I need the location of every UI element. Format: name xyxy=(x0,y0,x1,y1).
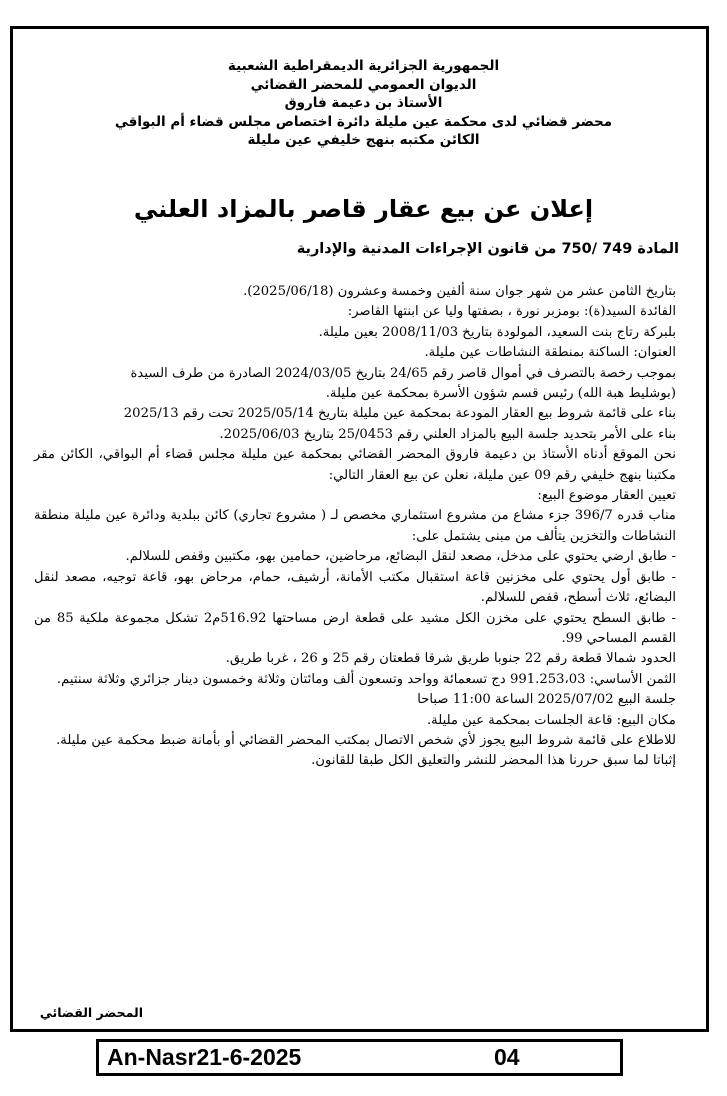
header-office: الديوان العمومي للمحضر القضائي xyxy=(250,76,477,93)
body-paragraph: - طابق ارضي يحتوي على مدخل، مصعد لنقل البضائع، مرحاضين، حمامين بهو، مكتبين وقفص للسلالم. xyxy=(125,549,676,565)
body-paragraph: الثمن الأساسي: 991.253،03 دج تسعمائة وواحد وتسعون ألف ومائتان وثلاثة وخمسون دينار جزائري وثلاثة سنتيم. xyxy=(56,671,676,687)
body-paragraph: بلبركة رتاج بنت السعيد، المولودة بتاريخ 2008/11/03 بعين مليلة. xyxy=(318,324,676,340)
publication-footer xyxy=(96,1039,623,1076)
body-paragraph: إثباتا لما سبق حررنا هذا المحضر للنشر والتعليق الكل طبقا للقانون. xyxy=(311,753,676,769)
body-paragraph: الفائدة السيد(ة): بومزبر نورة ، بصفتها وليا عن ابنتها القاصر: xyxy=(347,304,676,320)
body-paragraph: (بوشليط هبة الله) رئيس قسم شؤون الأسرة بمحكمة عين مليلة. xyxy=(325,386,676,402)
publication-name-date: An-Nasr21-6-2025 xyxy=(107,1044,302,1070)
page-number: 04 xyxy=(494,1044,520,1070)
announcement-title: إعلان عن بيع عقار قاصر بالمزاد العلني xyxy=(133,195,594,223)
body-paragraph: مكان البيع: قاعة الجلسات بمحكمة عين مليلة. xyxy=(426,712,676,728)
body-paragraph: - طابق أول يحتوي على مخزنين قاعة استقبال مكتب الأمانة، أرشيف، حمام، مرحاض بهو، قاعة توجيه، مصعد لنقل البضائع، ثلاث أسطح، قفص للسلالم. xyxy=(34,569,676,606)
document-header xyxy=(14,57,713,150)
header-republic: الجمهورية الجزائرية الديمقراطية الشعبية xyxy=(227,58,500,74)
signature: المحضر القضائي xyxy=(39,1005,143,1020)
body-paragraph: للاطلاع على قائمة شروط البيع يجوز لأي شخص الاتصال بمكتب المحضر القضائي أو بأمانة ضبط محكمة عين مليلة. xyxy=(56,732,676,748)
body-paragraph: تعيين العقار موضوع البيع: xyxy=(537,488,676,504)
body-paragraph: العنوان: الساكنة بمنطقة النشاطات عين مليلة. xyxy=(424,345,676,361)
body-paragraph: بناء على قائمة شروط بيع العقار المودعة بمحكمة عين مليلة بتاريخ 2025/05/14 تحت رقم 2025/13 xyxy=(123,406,676,422)
header-address: الكائن مكتبه بنهج خليفي عين مليلة xyxy=(247,132,480,149)
header-bailiff-name: الأستاذ بن دعيمة فاروق xyxy=(284,95,443,112)
announcement-body xyxy=(34,282,676,772)
body-paragraph: الحدود شمالا قطعة رقم 22 جنوبا طريق شرقا قطعتان رقم 25 و 26 ، غربا طريق. xyxy=(225,651,676,667)
body-paragraph: مناب قدره 396/7 جزء مشاع من مشروع استثماري مخصص لـ ( مشروع تجاري) كائن ببلدية ودائرة عين مليلة منطقة النشاطات والتخزين يتألف من مبنى يشتمل على: xyxy=(34,508,676,544)
body-paragraph: - طابق السطح يحتوي على مخزن الكل مشيد على قطعة ارض مساحتها 516.92م2 تشكل مجموعة ملكية 85 من القسم المساحي 99. xyxy=(34,610,677,646)
law-reference: المادة 749 /750 من قانون الإجراءات المدنية والإدارية xyxy=(296,241,679,257)
body-paragraph: بموجب رخصة بالتصرف في أموال قاصر رقم 24/65 بتاريخ 2024/03/05 الصادرة من طرف السيدة xyxy=(130,365,676,381)
header-jurisdiction: محضر قضائي لدى محكمة عين مليلة دائرة اختصاص مجلس قضاء أم البواقي xyxy=(114,113,613,130)
body-paragraph: بتاريخ الثامن عشر من شهر جوان سنة ألفين وخمسة وعشرون (2025/06/18). xyxy=(243,284,676,299)
body-paragraph: نحن الموقع أدناه الأستاذ بن دعيمة فاروق المحضر القضائي بمحكمة عين مليلة مجلس قضاء أم البواقي، الكائن مقر مكتبنا بنهج خليفي رقم 09 عين مليلة، نعلن عن بيع العقار التالي: xyxy=(34,447,676,483)
body-paragraph: جلسة البيع 2025/07/02 الساعة 11:00 صباحا xyxy=(417,692,676,708)
body-paragraph: بناء على الأمر بتحديد جلسة البيع بالمزاد العلني رقم 25/0453 بتاريخ 2025/06/03. xyxy=(219,426,676,442)
